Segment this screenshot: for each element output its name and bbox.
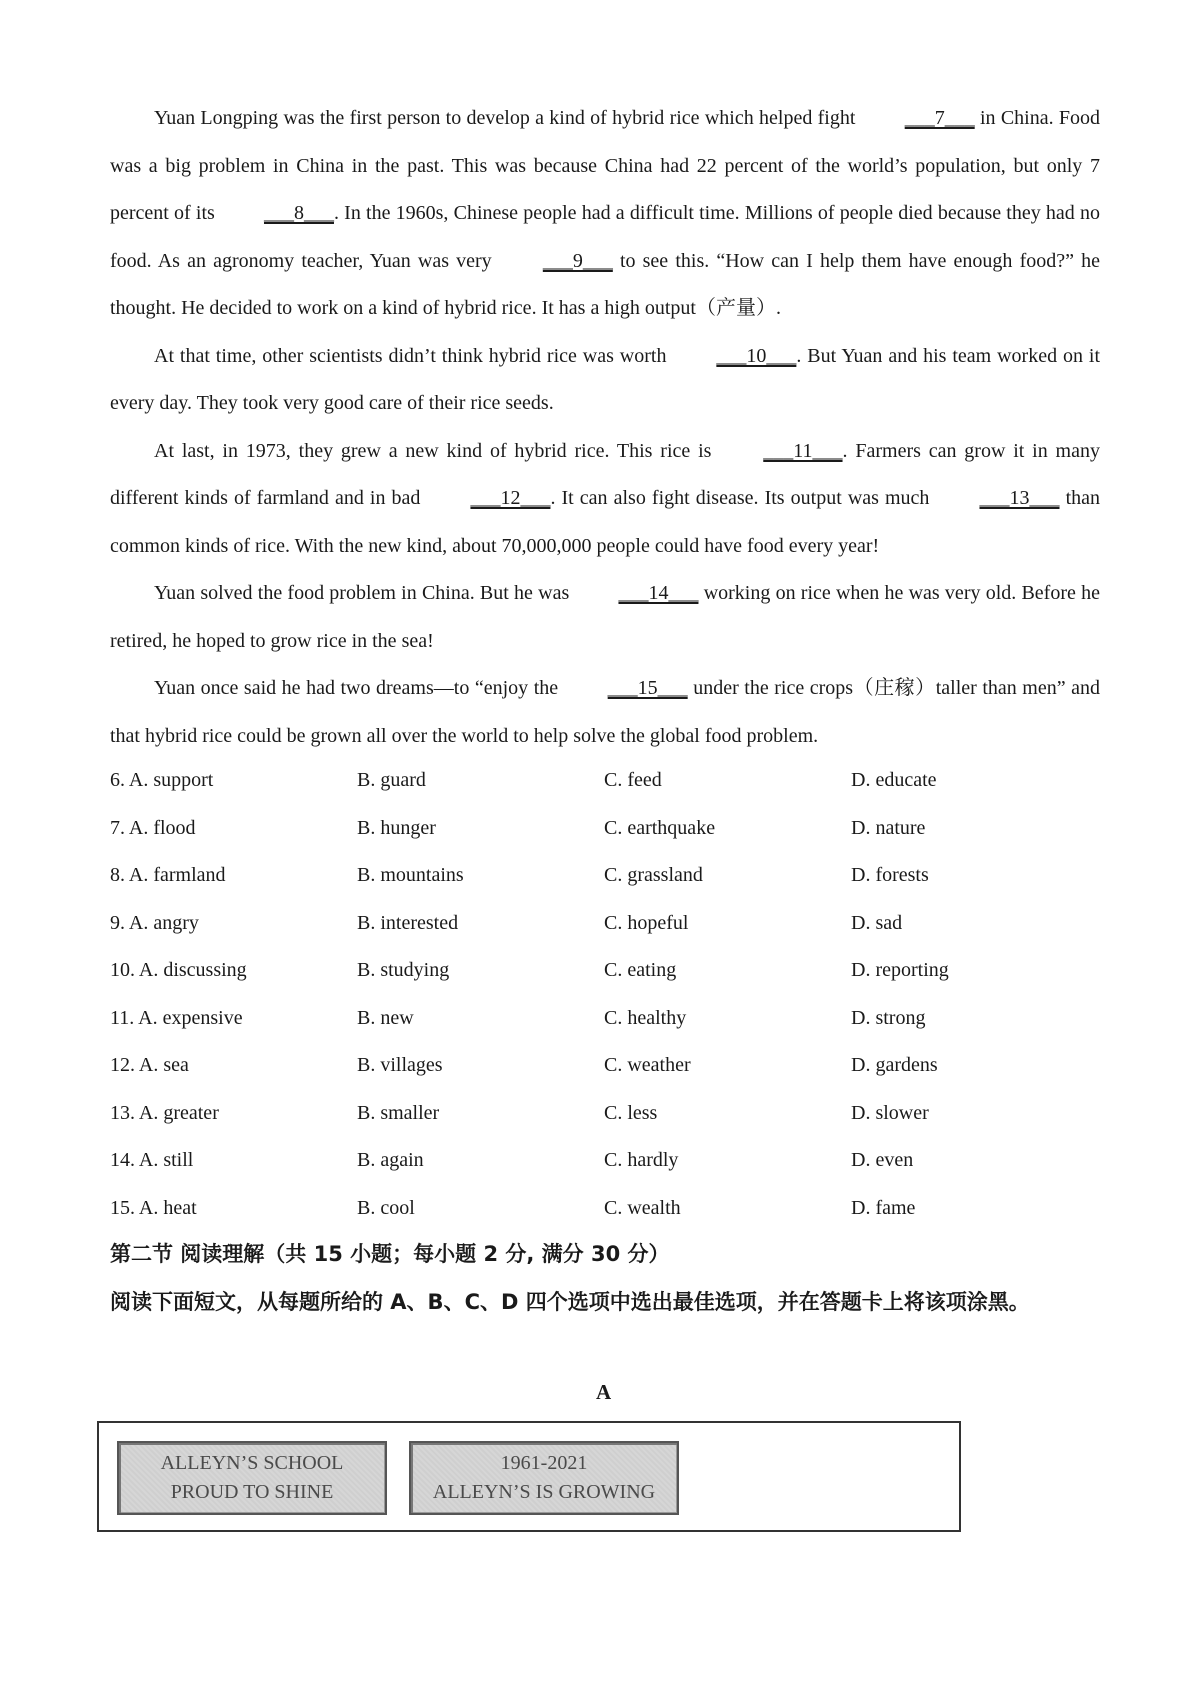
option-c: C. hardly: [604, 1149, 679, 1171]
option-a: 6. A. support: [110, 769, 214, 791]
option-row-8: [110, 852, 1100, 900]
option-d: D. strong: [851, 1006, 926, 1029]
option-row-14: [110, 1137, 1100, 1185]
paragraph-2: At that time, other scientists didn’t think hybrid rice was worth ___10___. But Yuan and his team worked on it every day. They took very good care of their rice seeds.: [110, 333, 1100, 428]
paragraph-5: Yuan once said he had two dreams—to “enjoy the ___15___ under the rice crops（庄稼）taller than men” and that hybrid rice could be grown all over the world to help solve the global food problem.: [110, 665, 1100, 760]
paragraph-3: At last, in 1973, they grew a new kind of hybrid rice. This rice is ___11___. Farmers can grow it in many different kinds of farmland and in bad ___12___. It can also fight disease. Its output was much ___13___ than common kinds of rice. With the new kind, about 70,000,000 people could have food every year!: [110, 428, 1100, 571]
blank-9: ___9___: [542, 249, 613, 272]
paragraph-1: Yuan Longping was the first person to develop a kind of hybrid rice which helped fight ___7___ in China. Food was a big problem in China in the past. This was because China had 22 percent of the world’s population, but only 7 percent of its ___8___. In the 1960s, Chinese people had a difficult time. Millions of people died because they had no food. As an agronomy teacher, Yuan was very ___9___ to see this. “How can I help them have enough food?” he thought. He decided to work on a kind of hybrid rice. It has a high output（产量）.: [110, 95, 1100, 333]
option-c: C. wealth: [604, 1196, 681, 1219]
option-row-15: [110, 1185, 1100, 1233]
option-b: B. interested: [357, 911, 459, 934]
option-row-11: [110, 995, 1100, 1043]
option-d: D. reporting: [851, 959, 949, 981]
sign-frame: [97, 1421, 961, 1532]
option-d: D. nature: [851, 816, 926, 839]
blank-11: ___11___: [763, 439, 843, 462]
section-instruction: 阅读下面短文，从每题所给的 A、B、C、D 四个选项中选出最佳选项，并在答题卡上将该项涂黑。: [110, 1290, 1030, 1314]
option-d: D. forests: [851, 864, 929, 886]
option-row-9: [110, 900, 1100, 948]
sign-line: ALLEYN’S SCHOOL: [160, 1452, 344, 1474]
option-row-6: [110, 757, 1100, 805]
section-title: 第二节 阅读理解（共 15 小题；每小题 2 分, 满分 30 分）: [110, 1242, 670, 1266]
blank-8: ___8___: [263, 202, 334, 224]
school-sign: [117, 1441, 387, 1515]
option-b: B. new: [357, 1006, 414, 1029]
option-b: B. guard: [357, 769, 426, 791]
option-a: 8. A. farmland: [110, 864, 226, 886]
option-c: C. hopeful: [604, 911, 689, 934]
option-c: C. earthquake: [604, 816, 716, 839]
option-d: D. gardens: [851, 1054, 938, 1076]
option-c: C. eating: [604, 959, 677, 981]
blank-14: ___14___: [618, 582, 699, 604]
sign-line: 1961-2021: [500, 1452, 588, 1474]
option-a: 15. A. heat: [110, 1196, 197, 1219]
sign-line: PROUD TO SHINE: [170, 1481, 334, 1503]
option-a: 11. A. expensive: [110, 1006, 243, 1029]
answer-options: [110, 757, 1100, 1232]
blank-12: ___12___: [470, 487, 551, 509]
option-a: 10. A. discussing: [110, 959, 247, 981]
option-b: B. studying: [357, 959, 450, 981]
option-row-7: [110, 805, 1100, 853]
option-a: 12. A. sea: [110, 1054, 189, 1076]
option-row-13: [110, 1090, 1100, 1138]
paragraph-4: Yuan solved the food problem in China. But he was ___14___ working on rice when he was very old. Before he retired, he hoped to grow rice in the sea!: [110, 570, 1100, 665]
option-a: 14. A. still: [110, 1149, 194, 1171]
option-c: C. grassland: [604, 864, 703, 886]
option-c: C. healthy: [604, 1006, 687, 1029]
option-b: B. smaller: [357, 1101, 440, 1124]
blank-10: ___10___: [716, 344, 797, 367]
option-a: 9. A. angry: [110, 911, 199, 934]
option-c: C. weather: [604, 1054, 691, 1076]
option-c: C. less: [604, 1101, 658, 1124]
option-row-12: [110, 1042, 1100, 1090]
cloze-passage: [110, 95, 1100, 760]
part-label: A: [596, 1380, 612, 1404]
option-c: C. feed: [604, 769, 662, 791]
option-a: 13. A. greater: [110, 1101, 219, 1124]
option-b: B. hunger: [357, 816, 436, 839]
option-b: B. villages: [357, 1054, 443, 1076]
option-row-10: [110, 947, 1100, 995]
option-d: D. educate: [851, 769, 937, 791]
blank-7: ___7___: [904, 107, 975, 129]
option-d: D. fame: [851, 1196, 916, 1219]
anniversary-sign: [409, 1441, 679, 1515]
option-b: B. cool: [357, 1196, 415, 1219]
option-a: 7. A. flood: [110, 816, 196, 839]
blank-15: ___15___: [607, 677, 688, 699]
option-d: D. slower: [851, 1101, 929, 1124]
option-d: D. even: [851, 1149, 914, 1171]
option-b: B. again: [357, 1149, 424, 1171]
option-b: B. mountains: [357, 864, 464, 886]
option-d: D. sad: [851, 911, 903, 934]
blank-13: ___13___: [979, 487, 1060, 509]
sign-line: ALLEYN’S IS GROWING: [432, 1481, 656, 1503]
